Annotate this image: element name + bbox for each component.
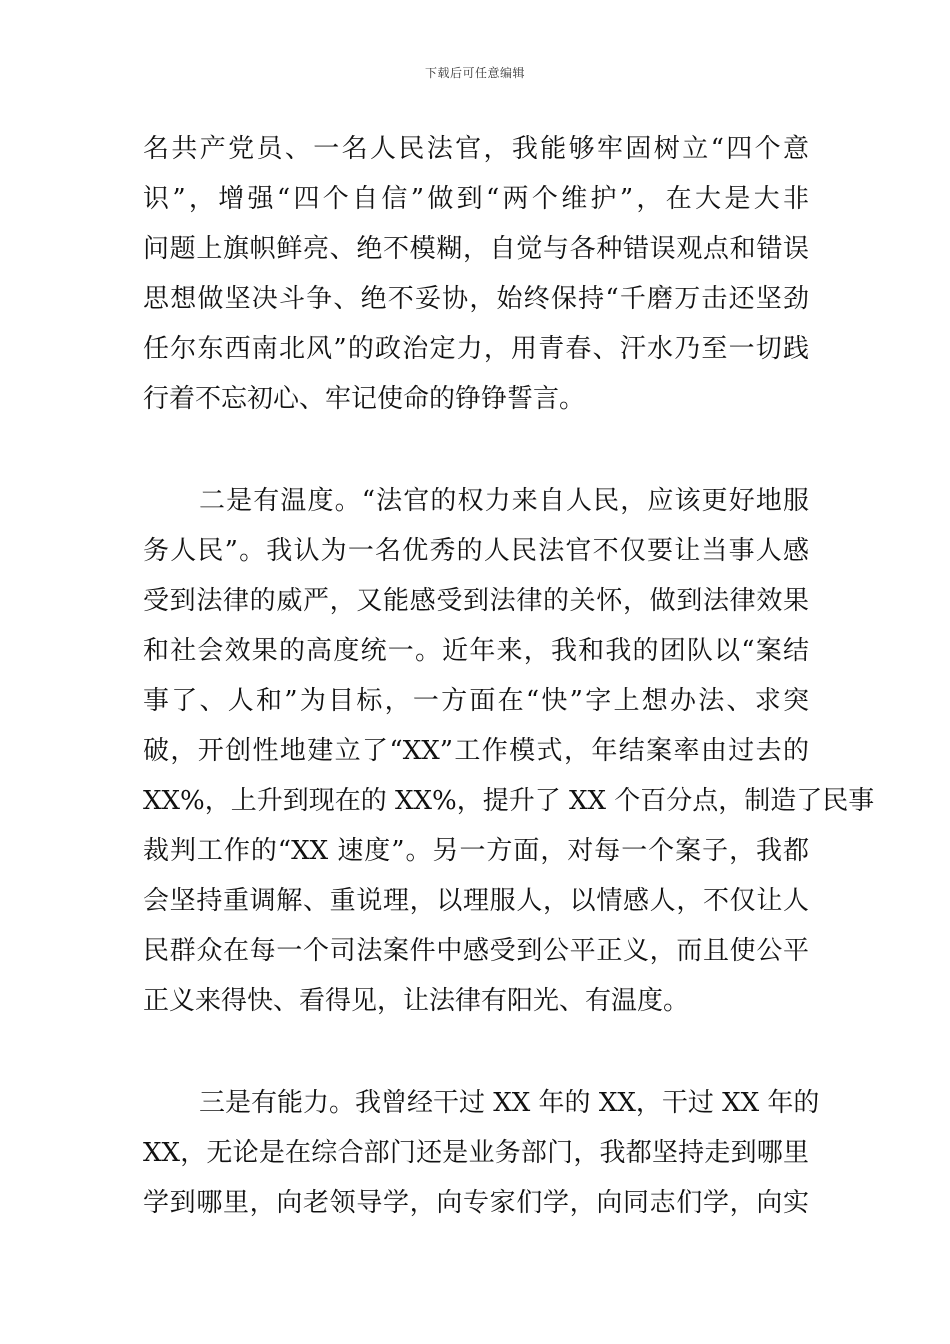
page-header: 下载后可任意编辑	[424, 66, 525, 80]
text-line: 问题上旗帜鲜亮、绝不模糊，自觉与各种错误观点和错误	[143, 234, 809, 264]
paragraph-1	[143, 124, 809, 424]
text-line: 和社会效果的高度统一。近年来，我和我的团队以“案结	[143, 636, 809, 666]
paragraph-gap	[143, 1026, 809, 1078]
text-line: 二是有温度。“法官的权力来自人民，应该更好地服	[199, 486, 809, 516]
paragraph-2	[143, 476, 875, 1026]
text-line: XX%，上升到现在的 XX%，提升了 XX 个百分点，制造了民事	[143, 786, 875, 816]
text-line: XX，无论是在综合部门还是业务部门，我都坚持走到哪里	[143, 1138, 809, 1168]
text-line: 受到法律的威严，又能感受到法律的关怀，做到法律效果	[143, 586, 809, 616]
text-line: 学到哪里，向老领导学，向专家们学，向同志们学，向实	[143, 1188, 809, 1218]
text-line: 裁判工作的“XX 速度”。另一方面，对每一个案子，我都	[143, 836, 809, 866]
text-line: 正义来得快、看得见，让法律有阳光、有温度。	[143, 986, 690, 1016]
text-line: 会坚持重调解、重说理，以理服人，以情感人，不仅让人	[143, 886, 809, 916]
text-line: 名共产党员、一名人民法官，我能够牢固树立“四个意	[143, 134, 809, 164]
text-line: 事了、人和”为目标，一方面在“快”字上想办法、求突	[143, 686, 809, 716]
document-body	[143, 124, 875, 1228]
text-line: 民群众在每一个司法案件中感受到公平正义，而且使公平	[143, 936, 809, 966]
text-line: 行着不忘初心、牢记使命的铮铮誓言。	[143, 384, 586, 414]
text-line: 思想做坚决斗争、绝不妥协，始终保持“千磨万击还坚劲	[143, 284, 809, 314]
text-line: 三是有能力。我曾经干过 XX 年的 XX，干过 XX 年的	[199, 1088, 820, 1118]
paragraph-3	[143, 1078, 820, 1228]
text-line: 任尔东西南北风”的政治定力，用青春、汗水乃至一切践	[143, 334, 809, 364]
text-line: 破，开创性地建立了“XX”工作模式，年结案率由过去的	[143, 736, 809, 766]
text-line: 识”，增强“四个自信”做到“两个维护”，在大是大非	[143, 184, 809, 214]
text-line: 务人民”。我认为一名优秀的人民法官不仅要让当事人感	[143, 536, 809, 566]
paragraph-gap	[143, 424, 809, 476]
